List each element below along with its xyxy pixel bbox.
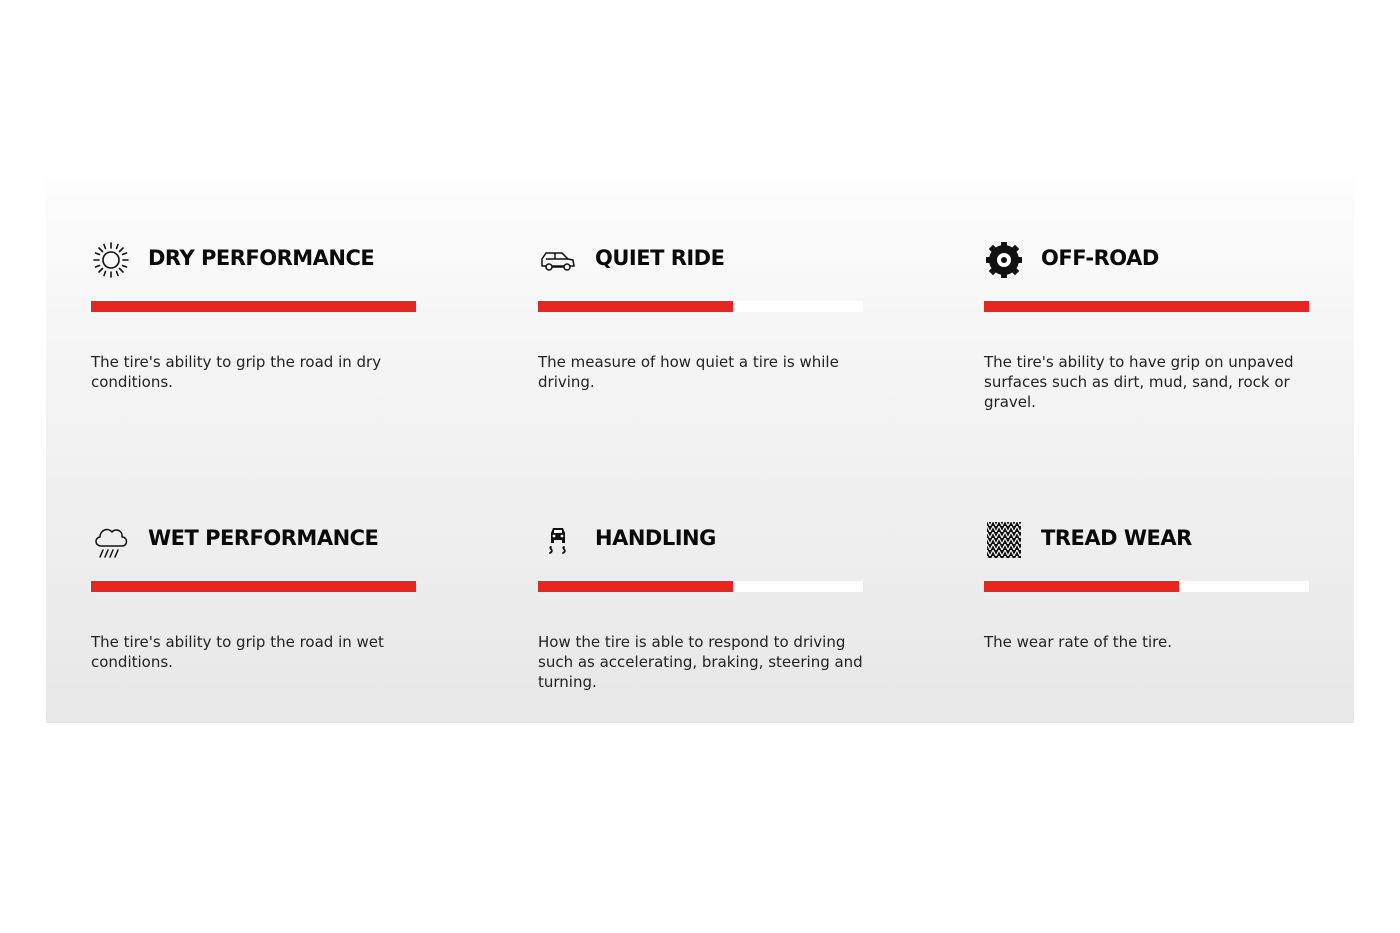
rating-title: OFF-ROAD: [1041, 246, 1159, 270]
tire-icon: [984, 240, 1024, 280]
skidding-car-icon: [538, 520, 578, 560]
rating-card-handling: [538, 520, 863, 691]
rain-cloud-icon: [91, 520, 131, 560]
rating-bar: [538, 581, 863, 592]
rating-card-off-road: [984, 240, 1309, 411]
rating-bar-fill: [538, 581, 733, 592]
rating-bar: [91, 581, 416, 592]
rating-description: The tire's ability to grip the road in dry conditions.: [91, 353, 382, 391]
rating-bar-fill: [538, 301, 733, 312]
rating-description: The wear rate of the tire.: [984, 633, 1173, 651]
rating-title: DRY PERFORMANCE: [148, 246, 375, 270]
rating-bar-fill: [984, 301, 1309, 312]
rating-card-quiet-ride: [538, 240, 863, 391]
sun-icon: [91, 240, 131, 280]
rating-description: The measure of how quiet a tire is while driving.: [538, 353, 839, 391]
rating-card-dry-performance: [91, 240, 416, 391]
rating-title: QUIET RIDE: [595, 246, 725, 270]
rating-bar: [984, 301, 1309, 312]
ratings-panel: [46, 150, 1354, 723]
rating-bar: [91, 301, 416, 312]
rating-description: How the tire is able to respond to driving such as accelerating, braking, steering and turning.: [538, 633, 863, 691]
rating-bar-fill: [91, 301, 416, 312]
rating-bar-fill: [91, 581, 416, 592]
rating-bar: [538, 301, 863, 312]
rating-bar: [984, 581, 1309, 592]
rating-title: HANDLING: [595, 526, 716, 550]
tread-pattern-icon: [984, 520, 1024, 560]
rating-description: The tire's ability to grip the road in wet conditions.: [91, 633, 384, 671]
rating-title: TREAD WEAR: [1041, 526, 1192, 550]
rating-bar-fill: [984, 581, 1179, 592]
rating-description: The tire's ability to have grip on unpaved surfaces such as dirt, mud, sand, rock or gravel.: [984, 353, 1294, 411]
car-icon: [538, 240, 578, 280]
rating-card-tread-wear: [984, 520, 1309, 651]
rating-card-wet-performance: [91, 520, 416, 671]
rating-title: WET PERFORMANCE: [148, 526, 379, 550]
